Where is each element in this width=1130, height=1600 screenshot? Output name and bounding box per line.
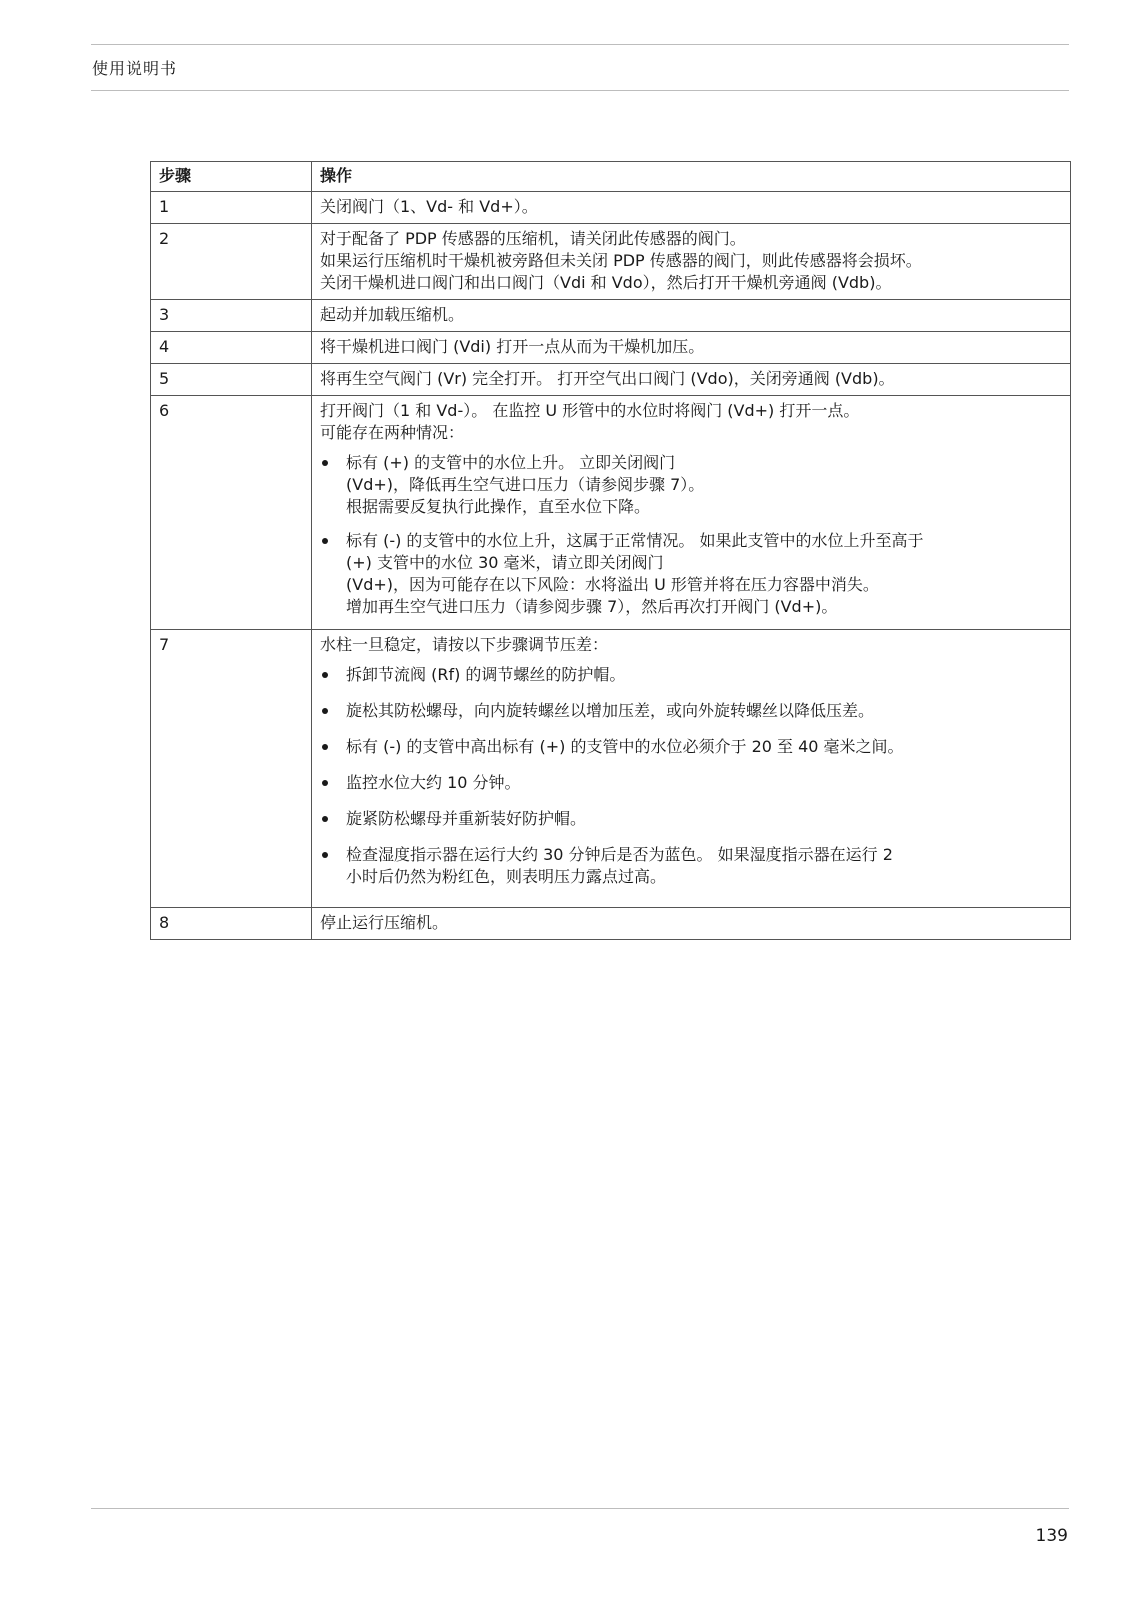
bullet-text-line: 拆卸节流阀 (Rf) 的调节螺丝的防护帽。 bbox=[346, 665, 626, 684]
column-header-action: 操作 bbox=[312, 162, 1071, 192]
step-action bbox=[312, 192, 1071, 224]
step-action bbox=[312, 396, 1071, 630]
step-action bbox=[312, 224, 1071, 300]
step-number: 7 bbox=[151, 630, 312, 908]
action-text-line: 如果运行压缩机时干燥机被旁路但未关闭 PDP 传感器的阀门，则此传感器将会损坏。 bbox=[320, 251, 922, 270]
column-header-step: 步骤 bbox=[151, 162, 312, 192]
table-row bbox=[151, 396, 1071, 630]
procedure-table bbox=[150, 161, 1071, 940]
action-text-line: 打开阀门（1 和 Vd-）。 在监控 U 形管中的水位时将阀门 (Vd+) 打开一点。 bbox=[320, 401, 860, 420]
bullet-item bbox=[320, 664, 1062, 686]
bullet-item bbox=[320, 530, 1062, 618]
table-row bbox=[151, 908, 1071, 940]
page-number: 139 bbox=[1035, 1526, 1068, 1546]
step-number: 8 bbox=[151, 908, 312, 940]
header-bottom-rule bbox=[91, 90, 1069, 91]
action-text-line: 可能存在两种情况： bbox=[320, 423, 465, 442]
document-title: 使用说明书 bbox=[92, 59, 178, 78]
step-action bbox=[312, 908, 1071, 940]
action-text-line: 停止运行压缩机。 bbox=[320, 913, 449, 932]
step-number: 3 bbox=[151, 300, 312, 332]
bullet-item bbox=[320, 452, 1062, 518]
bullet-item bbox=[320, 808, 1062, 830]
bullet-text-line: 根据需要反复执行此操作，直至水位下降。 bbox=[346, 497, 651, 516]
step-action bbox=[312, 300, 1071, 332]
bullet-text-line: (Vd+)，因为可能存在以下风险：水将溢出 U 形管并将在压力容器中消失。 bbox=[346, 575, 879, 594]
step-number: 1 bbox=[151, 192, 312, 224]
action-text-line: 将干燥机进口阀门 (Vdi) 打开一点从而为干燥机加压。 bbox=[320, 337, 705, 356]
step-number: 5 bbox=[151, 364, 312, 396]
table-row bbox=[151, 300, 1071, 332]
table-row bbox=[151, 192, 1071, 224]
bullet-text-line: (+) 支管中的水位 30 毫米，请立即关闭阀门 bbox=[346, 553, 664, 572]
bullet-list bbox=[320, 664, 1062, 888]
action-text-line: 起动并加载压缩机。 bbox=[320, 305, 465, 324]
action-text-line: 关闭阀门（1、Vd- 和 Vd+）。 bbox=[320, 197, 538, 216]
footer-rule bbox=[91, 1508, 1069, 1509]
action-text-line: 水柱一旦稳定，请按以下步骤调节压差： bbox=[320, 635, 609, 654]
table-row bbox=[151, 364, 1071, 396]
bullet-text-line: 标有 (-) 的支管中的水位上升，这属于正常情况。 如果此支管中的水位上升至高于 bbox=[346, 531, 924, 550]
action-text-line: 将再生空气阀门 (Vr) 完全打开。 打开空气出口阀门 (Vdo)，关闭旁通阀 (Vdb)。 bbox=[320, 369, 895, 388]
action-text-line: 关闭干燥机进口阀门和出口阀门（Vdi 和 Vdo），然后打开干燥机旁通阀 (Vdb)。 bbox=[320, 273, 892, 292]
step-number: 4 bbox=[151, 332, 312, 364]
bullet-item bbox=[320, 844, 1062, 888]
bullet-text-line: (Vd+)，降低再生空气进口压力（请参阅步骤 7）。 bbox=[346, 475, 705, 494]
bullet-item bbox=[320, 700, 1062, 722]
bullet-text-line: 增加再生空气进口压力（请参阅步骤 7），然后再次打开阀门 (Vd+)。 bbox=[346, 597, 838, 616]
bullet-item bbox=[320, 736, 1062, 758]
bullet-text-line: 旋紧防松螺母并重新装好防护帽。 bbox=[346, 809, 587, 828]
table-row bbox=[151, 224, 1071, 300]
table-body bbox=[151, 192, 1071, 940]
step-number: 6 bbox=[151, 396, 312, 630]
table-row bbox=[151, 630, 1071, 908]
action-text-line: 对于配备了 PDP 传感器的压缩机，请关闭此传感器的阀门。 bbox=[320, 229, 746, 248]
bullet-text-line: 标有 (+) 的支管中的水位上升。 立即关闭阀门 bbox=[346, 453, 676, 472]
bullet-item bbox=[320, 772, 1062, 794]
step-number: 2 bbox=[151, 224, 312, 300]
table-row bbox=[151, 332, 1071, 364]
bullet-text-line: 小时后仍然为粉红色，则表明压力露点过高。 bbox=[346, 867, 667, 886]
table-header-row bbox=[151, 162, 1071, 192]
bullet-text-line: 监控水位大约 10 分钟。 bbox=[346, 773, 521, 792]
bullet-text-line: 检查湿度指示器在运行大约 30 分钟后是否为蓝色。 如果湿度指示器在运行 2 bbox=[346, 845, 893, 864]
bullet-text-line: 标有 (-) 的支管中高出标有 (+) 的支管中的水位必须介于 20 至 40 毫米之间。 bbox=[346, 737, 904, 756]
header-top-rule bbox=[91, 44, 1069, 45]
step-action bbox=[312, 364, 1071, 396]
step-action bbox=[312, 332, 1071, 364]
step-action bbox=[312, 630, 1071, 908]
bullet-list bbox=[320, 452, 1062, 618]
bullet-text-line: 旋松其防松螺母，向内旋转螺丝以增加压差，或向外旋转螺丝以降低压差。 bbox=[346, 701, 875, 720]
